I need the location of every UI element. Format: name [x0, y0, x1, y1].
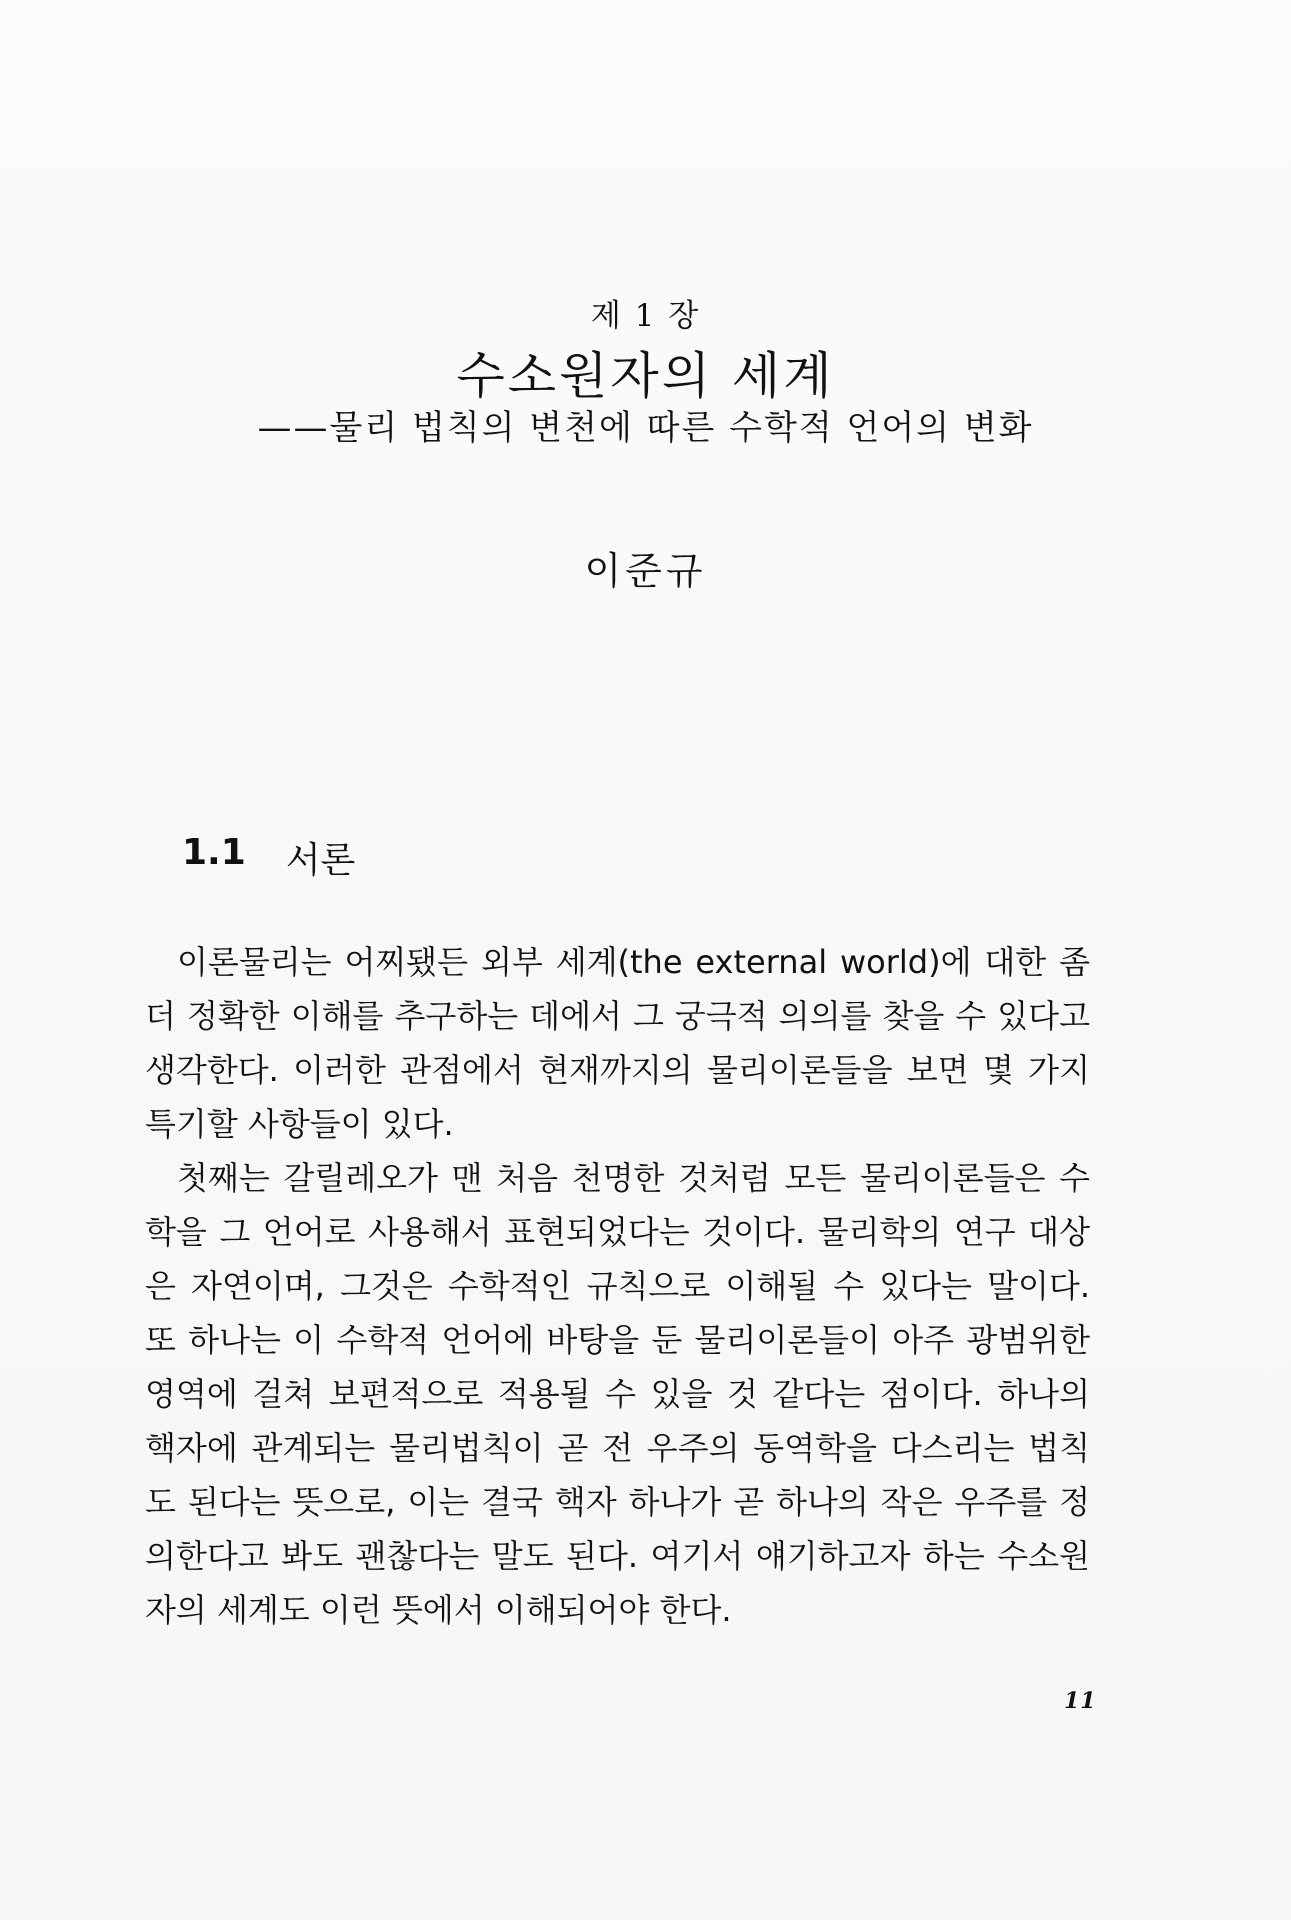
section-heading [182, 832, 355, 883]
page-number: 11 [1064, 1688, 1097, 1714]
section-number: 1.1 [182, 832, 246, 873]
paragraph: 첫째는 갈릴레오가 맨 처음 천명한 것처럼 모든 물리이론들은 수학을 그 언어로 사용해서 표현되었다는 것이다. 물리학의 연구 대상은 자연이며, 그것은 수학적인 규칙으로 이해될 수 있다는 말이다. 또 하나는 이 수학적 언어에 바탕을 둔 물리이론들이 아주 광범위한 영역에 걸쳐 보편적으로 적용될 수 있을 것 같다는 점이다. 하나의 핵자에 관계되는 물리법칙이 곧 전 우주의 동역학을 다스리는 법칙도 된다는 뜻으로, 이는 결국 핵자 하나가 곧 하나의 작은 우주를 정의한다고 봐도 괜찮다는 말도 된다. 여기서 얘기하고자 하는 수소원자의 세계도 이런 뜻에서 이해되어야 한다. [145, 1159, 1090, 1629]
body-text [145, 935, 1090, 1637]
paragraph: 이론물리는 어찌됐든 외부 세계(the external world)에 대한 좀 더 정확한 이해를 추구하는 데에서 그 궁극적 의의를 찾을 수 있다고 생각한다. 이러한 관점에서 현재까지의 물리이론들을 보면 몇 가지 특기할 사항들이 있다. [145, 943, 1090, 1143]
chapter-label: 제 1 장 [590, 298, 701, 334]
section-title: 서론 [285, 840, 356, 881]
chapter-title: 수소원자의 세계 [456, 347, 835, 405]
chapter-subtitle: ——물리 법칙의 변천에 따른 수학적 언어의 변화 [257, 408, 1034, 448]
author-name: 이준규 [584, 549, 707, 593]
